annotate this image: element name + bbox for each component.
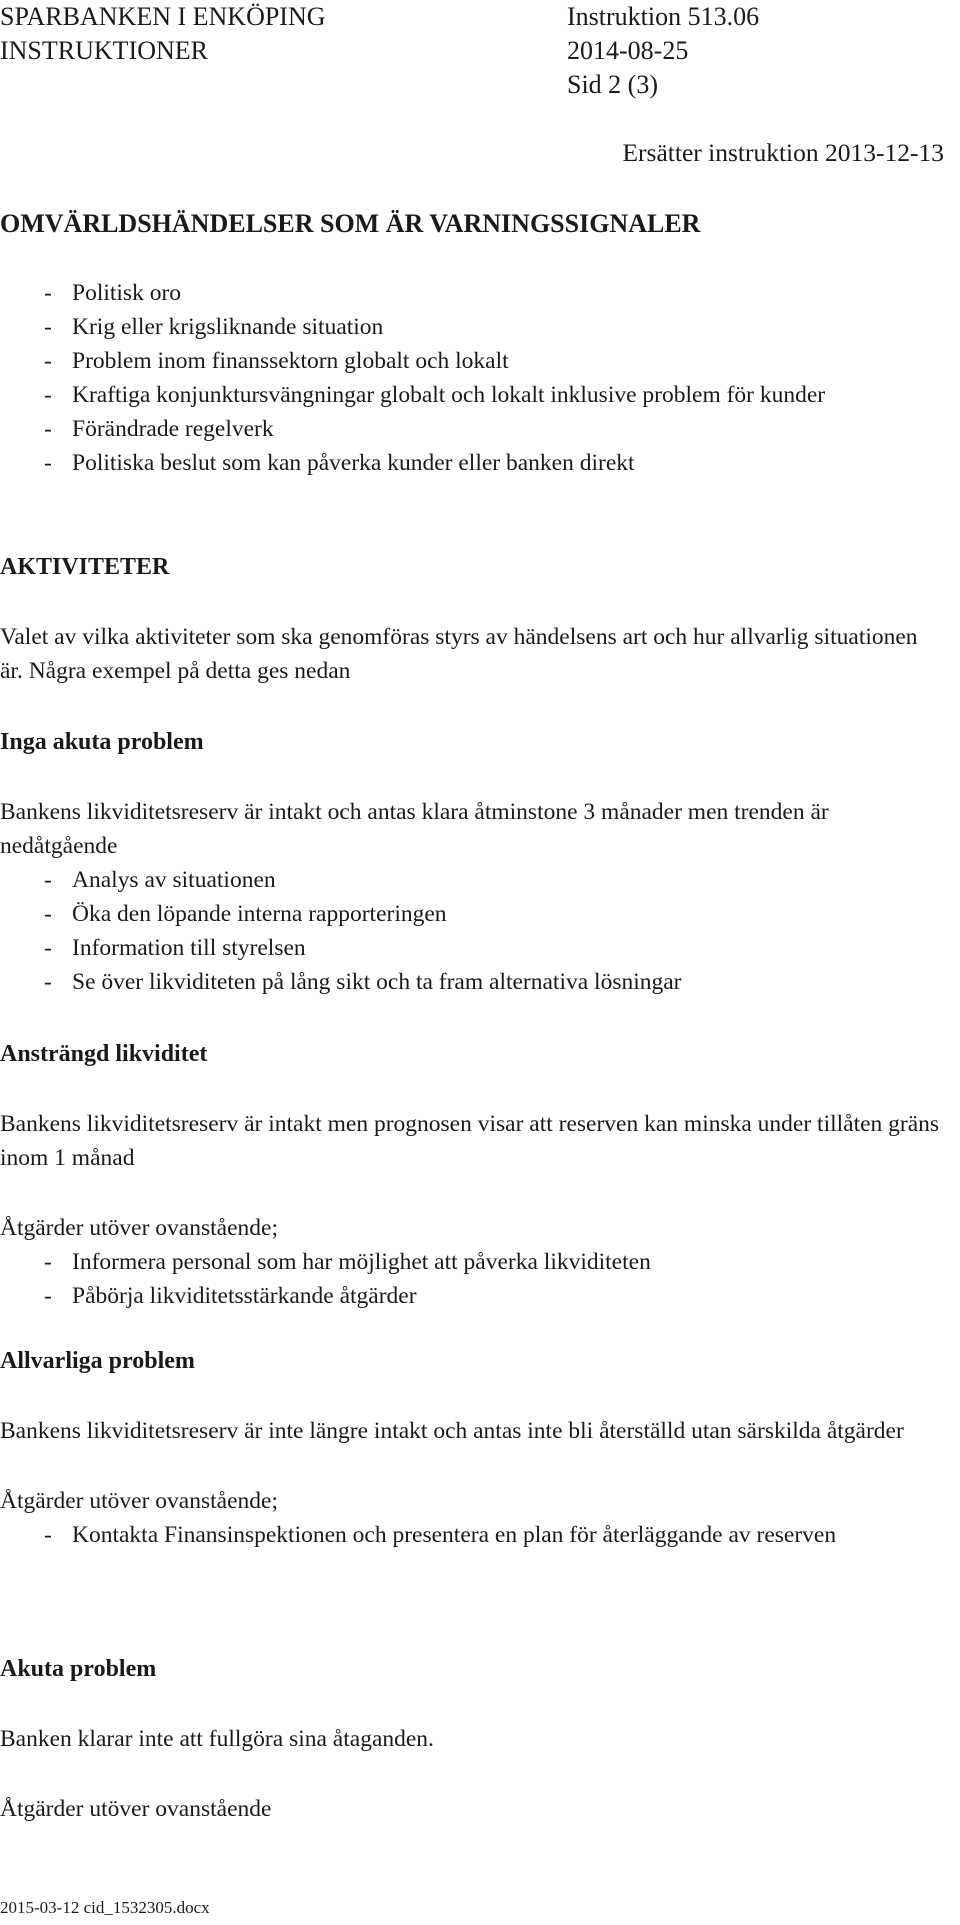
no-acute-list [0, 863, 944, 999]
list-item: - Information till styrelsen [0, 931, 944, 965]
strained-measures: Åtgärder utöver ovanstående; [0, 1215, 278, 1241]
strained-text: Bankens likviditetsreserv är intakt men prognosen visar att reserven kan minska under tillåten gräns inom 1 månad [0, 1111, 940, 1171]
no-acute-text: Bankens likviditetsreserv är intakt och antas klara åtminstone 3 månader men trenden är nedåtgående [0, 799, 829, 859]
events-section [0, 276, 944, 480]
list-item: - Kraftiga konjunktursvängningar globalt och lokalt inklusive problem för kunder [0, 378, 944, 412]
serious-heading: Allvarliga problem [0, 1348, 195, 1374]
header-page-number: Sid 2 (3) [567, 70, 658, 99]
acute-measures: Åtgärder utöver ovanstående [0, 1796, 272, 1822]
activities-heading: AKTIVITETER [0, 554, 170, 580]
no-acute-section [0, 725, 944, 999]
list-item: - Påbörja likviditetsstärkande åtgärder [0, 1279, 944, 1313]
header-date: 2014-08-25 [567, 36, 689, 65]
events-list [0, 276, 944, 480]
serious-list [0, 1518, 944, 1552]
list-item: - Öka den löpande interna rapporteringen [0, 897, 944, 931]
footer-filename: 2015-03-12 cid_1532305.docx [0, 1898, 210, 1917]
acute-heading: Akuta problem [0, 1656, 157, 1682]
list-item: - Kontakta Finansinspektionen och presentera en plan för återläggande av reserven [0, 1518, 944, 1552]
strained-section [0, 1037, 944, 1313]
header-bank-name: SPARBANKEN I ENKÖPING [0, 2, 326, 31]
list-item: - Krig eller krigsliknande situation [0, 310, 944, 344]
acute-text: Banken klarar inte att fullgöra sina åtaganden. [0, 1726, 434, 1752]
serious-text: Bankens likviditetsreserv är inte längre intakt och antas inte bli återställd utan särskilda åtgärder [0, 1418, 904, 1444]
list-item: - Förändrade regelverk [0, 412, 944, 446]
activities-section [0, 550, 944, 688]
list-item: - Politisk oro [0, 276, 944, 310]
header-instruction-number: Instruktion 513.06 [567, 2, 760, 31]
strained-list [0, 1245, 944, 1313]
acute-section [0, 1652, 944, 1826]
header-doc-type: INSTRUKTIONER [0, 36, 208, 65]
activities-text: Valet av vilka aktiviteter som ska genomföras styrs av händelsens art och hur allvarlig situationen är. Några exempel på detta ges nedan [0, 624, 918, 684]
list-item: - Analys av situationen [0, 863, 944, 897]
serious-measures: Åtgärder utöver ovanstående; [0, 1488, 278, 1514]
list-item: - Informera personal som har möjlighet att påverka likviditeten [0, 1245, 944, 1279]
list-item: - Se över likviditeten på lång sikt och ta fram alternativa lösningar [0, 965, 944, 999]
header-replaces: Ersätter instruktion 2013-12-13 [622, 138, 944, 167]
strained-heading: Ansträngd likviditet [0, 1041, 208, 1067]
list-item: - Politiska beslut som kan påverka kunder eller banken direkt [0, 446, 944, 480]
list-item: - Problem inom finanssektorn globalt och lokalt [0, 344, 944, 378]
events-heading: OMVÄRLDSHÄNDELSER SOM ÄR VARNINGSSIGNALER [0, 209, 701, 238]
no-acute-heading: Inga akuta problem [0, 729, 204, 755]
serious-section [0, 1344, 944, 1552]
